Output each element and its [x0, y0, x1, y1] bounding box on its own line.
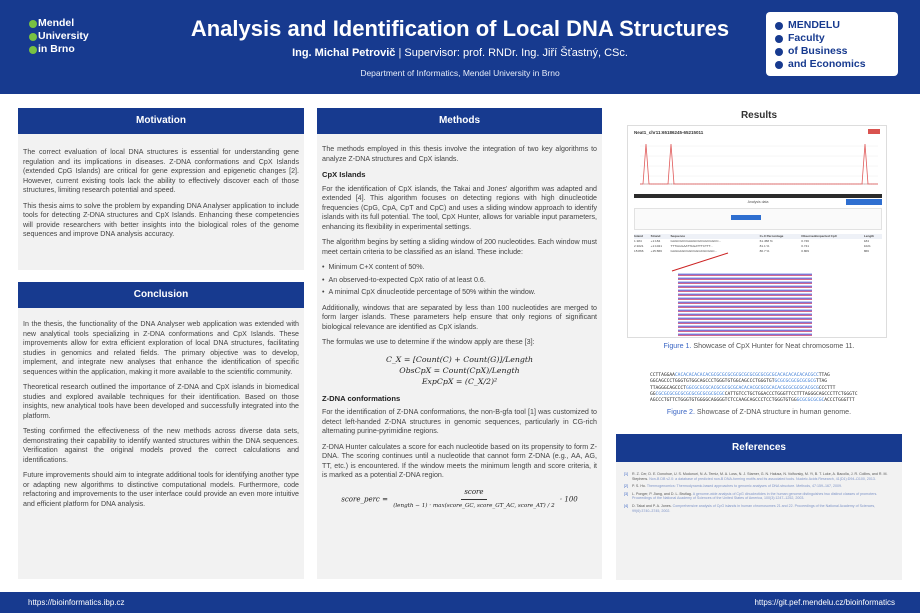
footer-link-bioinformatics[interactable]: https://bioinformatics.ibp.cz [28, 598, 125, 607]
seq-zdna: CACACACACACACGCGCGCGCGCGCGCGCGCGCGCGCACACACACACACGCC [674, 373, 819, 378]
paragraph: Future improvements should aim to integrate additional tools for identifying another type or adapting new algorithms to distinctive computational models. Furthermore, code refactoring and improvements to the user interface could provide an even more intuitive and efficient platform for DNA analysis. [23, 471, 299, 508]
formula-cx: C_X = [Count(C) + Count(G)]/Length [385, 354, 534, 364]
cell: 0.809 [801, 249, 809, 253]
seq-plain: ACCCTGGGTTT [824, 398, 855, 404]
footer-link-git[interactable]: https://git.pef.mendelu.cz/bioinformatics [754, 598, 895, 607]
reference-item [624, 504, 894, 513]
reference-authors: R. Z. Cer, D. E. Donohue, U. S. Mudunuri, N. A. Temiz, M. A. Loss, N. J. Starner, G. N. Halusa, N. Volfovsky, M. Yi, B. T. Luke, A. Bacolla, J. R. Collins, and R. M. Stephens. [632, 472, 888, 481]
seq-zdna: GCGCGCGCGC [796, 398, 825, 404]
motivation-body [18, 134, 304, 240]
score-lhs: score_perc = [341, 495, 388, 503]
figure-label: Figure 1. [663, 342, 692, 350]
paragraph: The algorithm begins by setting a sliding window of 200 nucleotides. Each window must meet certain criteria to be classified as an island. These include: [322, 238, 597, 256]
reference-item [624, 492, 894, 501]
highlighted-sequence-view [678, 272, 812, 336]
department: Department of Informatics, Mendel University in Brno [360, 68, 560, 78]
cell: 80.7 % [759, 249, 770, 253]
paragraph: Additionally, windows that are separated by less than 100 nucleotides are merged to form larger islands. These parameters help ensure that only regions of significant biological relevance are identified as CpX islands. [322, 303, 597, 331]
seq-plain: CCTTAGGAA [650, 373, 675, 378]
column-header: Length [863, 234, 875, 238]
seq-zdna: CGCGCGCGCGCGCGCGCGCGCGCGC [655, 391, 725, 397]
logo-line: and Economics [788, 58, 866, 70]
logo-line: of Business [788, 45, 848, 57]
cell: 81.1 % [759, 244, 770, 248]
seq-plain: CCCTTT [818, 385, 836, 391]
score-fraction [393, 487, 555, 512]
seq-plain: GGCAGCCCTGGGTGTGGCAGCCCTGGGTGTGGCAGCCCTGGGTGT [650, 379, 775, 385]
poster-header [0, 0, 920, 94]
logo-line: Faculty [788, 32, 825, 44]
logo-dot-icon [775, 61, 783, 69]
seq-plain: CATTGTCCTGCTGGACCCTGGGTTCCTTTAGGGCAGCCCTTCTGGGTC [724, 391, 858, 397]
figure-2-caption [617, 408, 901, 416]
seq-plain: TTAGGGCAGCCCT [650, 385, 686, 391]
paragraph: Testing confirmed the effectiveness of the new methods across diverse data sets, demonstrating their capability to identify wanted structures within the DNA sequences. Verification against the original models proved the correct calculations and identifications. [23, 427, 299, 464]
analyse-button[interactable] [731, 215, 761, 220]
cell: 61.458 % [759, 239, 773, 243]
cell: +1:184 [650, 239, 661, 243]
cpx-heading: CpX Islands [322, 170, 366, 179]
toolbar-label: Analysis data [747, 200, 769, 204]
logo-dot-icon [775, 48, 783, 56]
reference-title: Non-B DB v2.0: a database of predicted non-B DNA-forming motifs and its associated tools. Nucleic Acids Research, 41(D1):D94–D100, 2013. [649, 476, 876, 481]
reference-number: [4] [624, 503, 628, 508]
mendelu-faculty-logo [766, 12, 898, 76]
conclusion-heading: Conclusion [18, 282, 304, 308]
poster-footer [0, 592, 920, 613]
zdna-sequence [650, 373, 882, 404]
formula-block [322, 354, 597, 387]
seq-zdna: GGCGCGCGCACGCGCGCGCACACACGCGCGCACACGCGCGCGCACGCG [685, 385, 819, 391]
reference-number: [3] [624, 491, 628, 496]
cell: 2:1021 [634, 244, 644, 248]
cell: +1:1021 [650, 244, 662, 248]
cell: GAGGAGCGGCGGGCGCGGC... [670, 249, 718, 253]
caption-text: Showcase of CpX Hunter for Neat chromosome 11. [693, 342, 855, 350]
cell: TTTGGGAATTAGATTTCTTT... [670, 244, 713, 248]
reference-authors: L. Ponger, P. Jiang, and D. L. Brutlag. [632, 491, 692, 496]
zdna-heading: Z-DNA conformations [322, 393, 401, 403]
column-header: Observed/expected CpX [801, 234, 837, 238]
cell: 0.741 [801, 244, 809, 248]
logo-dot-icon [775, 22, 783, 30]
logo-dot-icon [775, 35, 783, 43]
reference-title: Thermogenomics: Thermodynamic-based approaches to genomic analyses of DNA structure. Methods, 47:159–167, 2009. [646, 484, 842, 489]
column-header: C+X Percentage [759, 234, 784, 238]
motivation-panel [18, 108, 304, 270]
paragraph: Theoretical research outlined the importance of Z-DNA and CpX islands in biomedical studies and explored available techniques for their identification. Based on those insights, new analytical tools have been developed and successfully integrated into the platform. [23, 383, 299, 420]
paragraph: For the identification of Z-DNA conformations, the non-B-gfa tool [1] was customized to detect left-handed Z-DNA structures in genomic sequences, particularly in CG-rich alternating purine-pyrimidine regions. [322, 408, 597, 435]
formula-obs: ObsCpX = Count(CpX)/Length [399, 365, 520, 375]
reference-authors: P. S. Ho. [632, 484, 646, 489]
cell: +15:866 [650, 249, 662, 253]
cpx-density-plot [634, 138, 882, 190]
formula-exp: ExpCpX = (C_X/2)² [421, 376, 498, 386]
paragraph: Z-DNA Hunter calculates a score for each nucleotide based on its propensity to form Z-DNA. The scoring continues until a nucleotide that cannot form Z-DNA (e.g., AA, AG, TT, etc.) is encountered. If the window meets the minimum length and score criteria, it is marked as a potential Z-DNA region. [322, 442, 597, 479]
export-button[interactable] [846, 199, 882, 205]
references-panel [616, 434, 902, 580]
paragraph: In the thesis, the functionality of the DNA Analyser web application was extended with new analytical tools specializing in Z-DNA conformations and CpX Islands. These improvements allow for extra efficient exploration of local DNA structures, facilitating studies in genomics and related fields. The primary objective was to develop, implement, and integrate new analyses that enhance the identification of specific sequences within the application, making it more available to the scientific community. [23, 320, 299, 376]
author-name: Ing. Michal Petrovič [292, 47, 396, 59]
results-heading: Results [740, 110, 778, 121]
reference-number: [2] [624, 484, 628, 489]
methods-body [317, 134, 602, 512]
cell: 15:866 [634, 249, 644, 253]
cell: 866 [863, 249, 869, 253]
methods-heading: Methods [317, 108, 602, 134]
conclusion-body [18, 308, 304, 509]
paragraph: The methods employed in this thesis involve the integration of two key algorithms to analyze Z-DNA structures and CpX islands. [322, 145, 597, 163]
cpx-hunter-screenshot [627, 125, 887, 338]
figure-1-caption [617, 342, 901, 350]
list-item: • A minimal CpX dinucleotide percentage of 50% within the window. [322, 288, 597, 298]
reference-title: A genome-wide analysis of CpG dinucleotides in the human genome distinguishes two distinct classes of promoters. Proceedings of the National Academy of Sciences of the United States of America, 100(3):1247–1252, 2003. [632, 491, 878, 501]
figure-label: Figure 2. [666, 408, 695, 416]
reference-item [624, 484, 894, 489]
seq-plain: AGCCCTGTTCTGGGTGTGGGGCAGGGGTCTCCAAGCAGCCCTCCTGGGTGTGG [650, 398, 797, 404]
column-header: Strand [650, 234, 661, 238]
cell: 184 [863, 239, 869, 243]
seq-plain: TTAG [818, 373, 830, 378]
methods-panel [317, 108, 602, 579]
column-header: Island [634, 234, 643, 238]
reference-authors: D. Takai and P. A. Jones. [632, 503, 672, 508]
track-bar [634, 194, 882, 198]
reference-item [624, 472, 894, 481]
cell: 1:184 [634, 239, 642, 243]
references-list [616, 462, 902, 513]
score-formula [322, 487, 597, 512]
motivation-heading: Motivation [18, 108, 304, 134]
parameters-box [634, 208, 882, 230]
close-icon [868, 129, 880, 134]
cell: 0.746 [801, 239, 809, 243]
list-item: • An observed-to-expected CpX ratio of at least 0.6. [322, 276, 597, 286]
references-heading: References [616, 434, 902, 462]
list-item: • Minimum C+X content of 50%. [322, 263, 597, 273]
score-denominator: (length − 1) · max(score_GC, score_GT_AC, score_AT) / 2 [393, 502, 555, 509]
paragraph: For the identification of CpX islands, the Takai and Jones' algorithm was adapted and extended [4]. This algorithm focuses on detecting regions with high dinucleotide frequencies (CpG, CpA, CpT and CpC) and uses a sliding window approach to identify islands with its full potential. The tool, CpX Hunter, allows for variable input parameters, enhancing its flexibility in experimental settings. [322, 184, 597, 231]
logo-line: Mendel [38, 17, 75, 29]
logo-line: MENDELU [788, 19, 840, 31]
logo-line: University [38, 30, 89, 42]
plot-title: Neat1_chr11:65186245-65215011 [634, 130, 704, 135]
poster-title: Analysis and Identification of Local DNA Structures [190, 16, 730, 41]
caption-text: Showcase of Z-DNA structure in human genome. [696, 408, 852, 416]
conclusion-panel [18, 282, 304, 579]
score-tail: · 100 [559, 495, 578, 503]
seq-plain: TTAG [815, 379, 828, 385]
column-header: Sequence [670, 234, 686, 238]
seq-plain: GG [650, 391, 656, 397]
paragraph: The formulas we use to determine if the window apply are these [3]: [322, 338, 535, 346]
logo-line: in Brno [38, 43, 75, 55]
criteria-list [322, 263, 597, 298]
paragraph: The correct evaluation of local DNA structures is essential for understanding gene regulation and its implications in diseases. Z-DNA conformations and CpX Islands (extended CpG Islands) are critical for gene expression and epigenetic changes [2]. However, current existing tools lack the ability to effectively discover each of those structures, limiting research potential and speed. [23, 148, 299, 194]
score-numerator: score [461, 487, 486, 500]
sequence-line [650, 398, 882, 404]
reference-title: Comprehensive analysis of CpG islands in human chromosomes 21 and 22. Proceedings of the National Academy of Sciences, 99(6):3740–3745, 2002. [632, 503, 876, 513]
paragraph: This thesis aims to solve the problem by expanding DNA Analyser application to include tools for detecting Z-DNA structures and CpX Islands. Enhancing these competencies will provide researchers with better insights into the biological roles of the genome sequences and improve DNA analysis accuracy. [23, 201, 299, 238]
supervisor: | Supervisor: prof. RNDr. Ing. Jiří Šťastný, CSc. [398, 47, 628, 59]
island-peaks [640, 144, 878, 184]
reference-number: [1] [624, 472, 628, 476]
cell: GAGCGCCGAAGCGCGGCGGCC... [670, 239, 722, 243]
seq-zdna: GCGCGCGCGCGCGCG [774, 379, 816, 385]
cell: 1021 [863, 244, 871, 248]
